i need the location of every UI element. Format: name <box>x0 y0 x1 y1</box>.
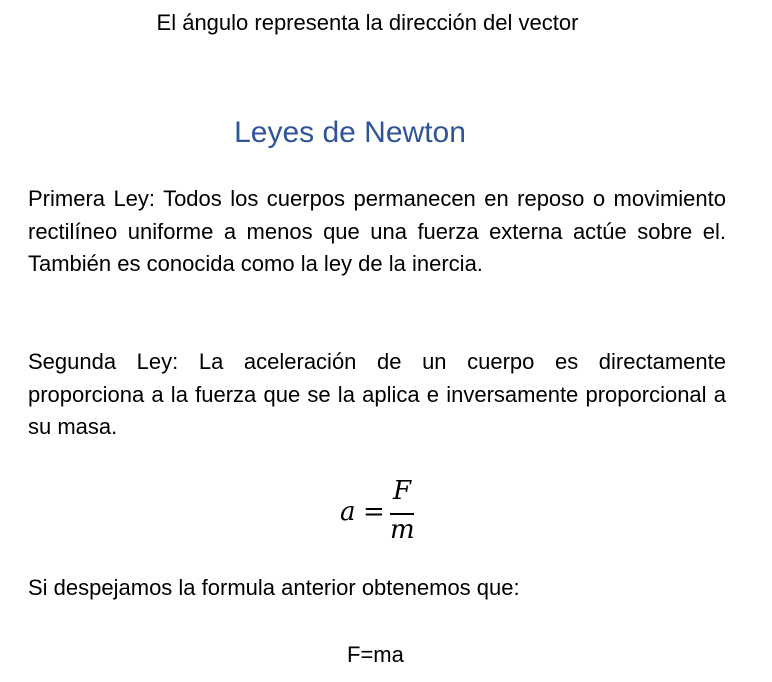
derivation-text: Si despejamos la formula anterior obtenemos que: <box>28 575 520 600</box>
result-formula: F=ma <box>347 642 404 667</box>
page-title: Leyes de Newton <box>234 116 466 149</box>
formula-lhs: a <box>340 497 356 527</box>
formula-numerator: F <box>393 476 412 506</box>
formula-denominator: m <box>390 515 415 545</box>
first-law-paragraph: Primera Ley: Todos los cuerpos permanecen en reposo o movimiento rectilíneo uniforme a menos que una fuerza externa actúe sobre el. También es conocida como la ley de la inercia. <box>28 186 726 276</box>
acceleration-formula <box>336 476 426 546</box>
formula-equals: = <box>363 497 385 527</box>
header-text: El ángulo representa la dirección del vector <box>156 10 579 35</box>
second-law-paragraph: Segunda Ley: La aceleración de un cuerpo es directamente proporciona a la fuerza que se la aplica e inversamente proporcional a su masa. <box>28 349 726 439</box>
